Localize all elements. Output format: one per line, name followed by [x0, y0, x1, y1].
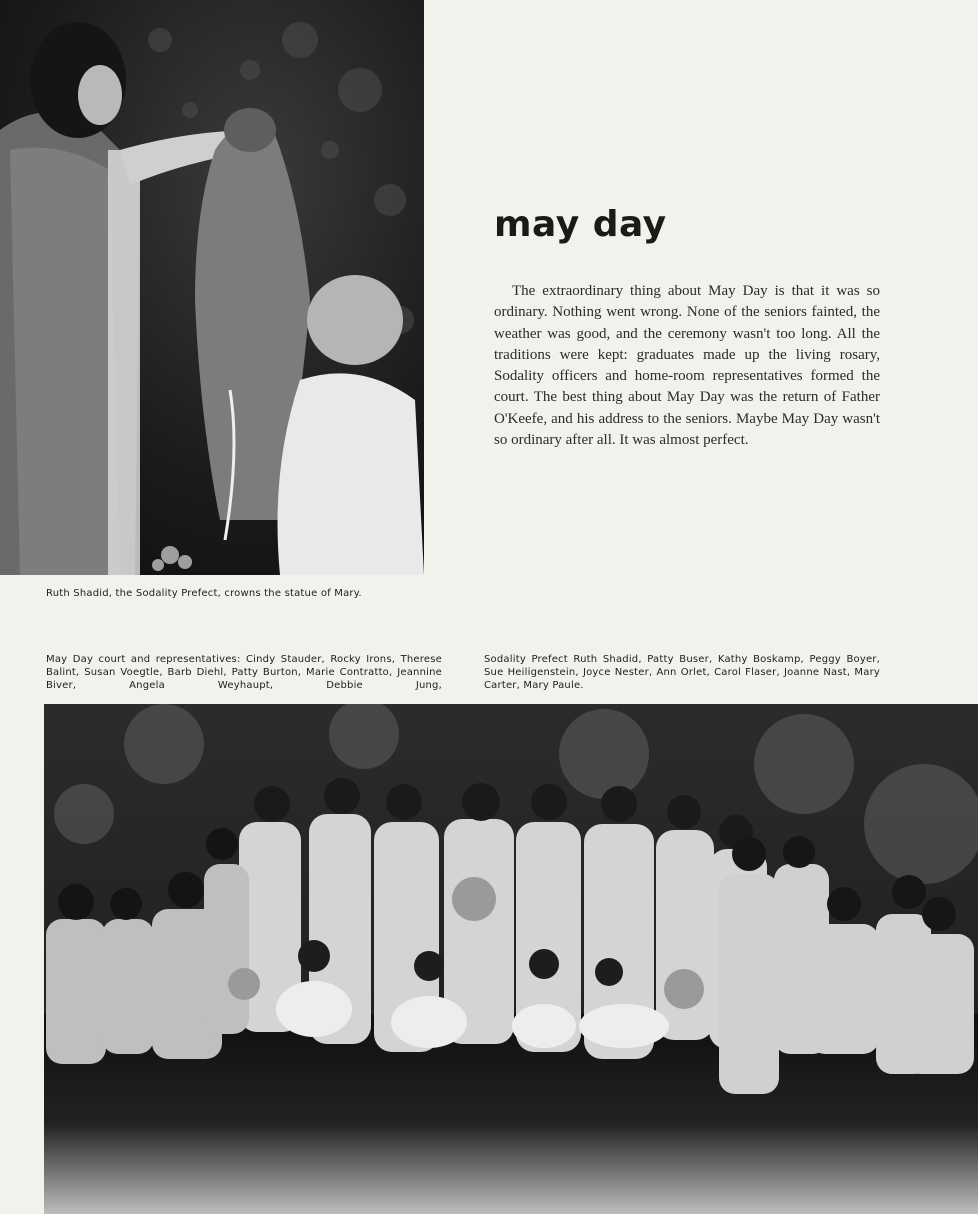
court-caption-left: May Day court and representatives: Cindy Stauder, Rocky Irons, Therese Balint, Susan Voegtle, Barb Diehl, Patty Burton, Marie Contratto, Jeannine Biver, Angela Weyhaupt, Debbie Jung,	[46, 654, 442, 691]
crowning-caption: Ruth Shadid, the Sodality Prefect, crowns the statue of Mary.	[46, 588, 362, 599]
crowning-photo	[0, 0, 424, 575]
article-title: may day	[494, 204, 667, 245]
court-caption-right: Sodality Prefect Ruth Shadid, Patty Buser, Kathy Boskamp, Peggy Boyer, Sue Heiligenstein, Joyce Nester, Ann Orlet, Carol Flaser, Joanne Nast, Mary Carter, Mary Paule.	[484, 654, 880, 691]
court-group-photo	[44, 704, 978, 1214]
article-body: The extraordinary thing about May Day is that it was so ordinary. Nothing went wrong. None of the seniors fainted, the weather was good, and the ceremony wasn't too long. All the traditions were kept: graduates made up the living rosary, Sodality officers and home-room representatives formed the court. The best thing about May Day was the return of Father O'Keefe, and his address to the seniors. Maybe May Day wasn't so ordinary after all. It was almost perfect.	[494, 283, 880, 449]
